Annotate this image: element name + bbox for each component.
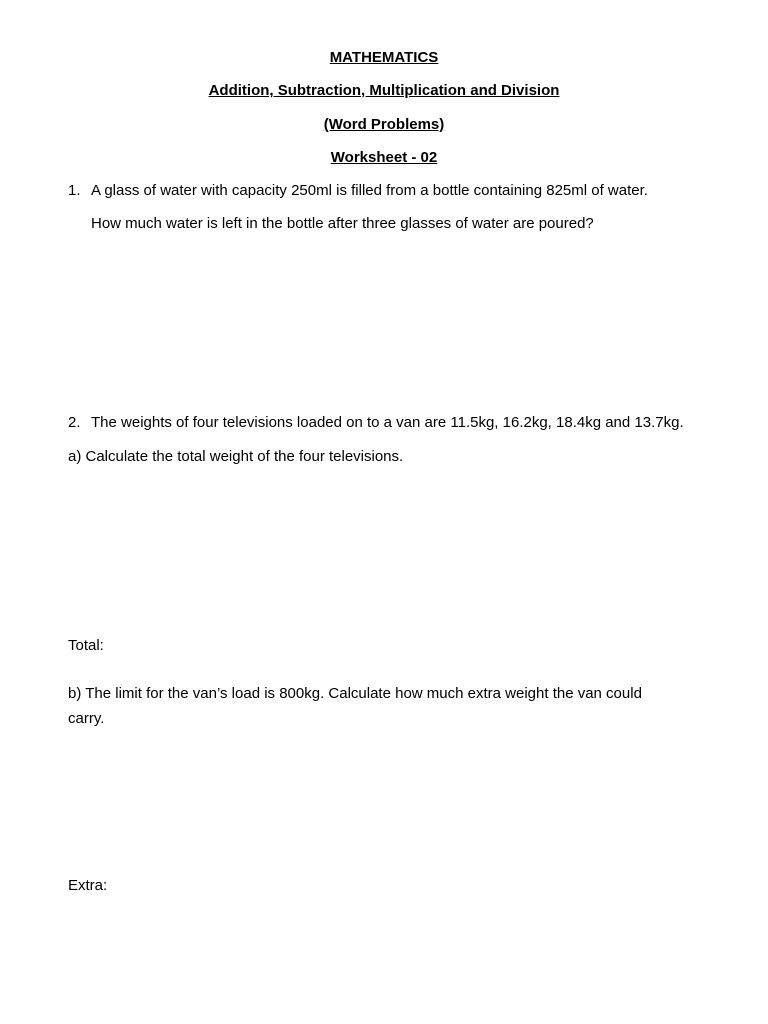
extra-answer-label: Extra:: [68, 877, 108, 894]
question-1-line-2: How much water is left in the bottle after three glasses of water are poured?: [91, 215, 594, 232]
question-1-text: A glass of water with capacity 250ml is filled from a bottle containing 825ml of water.: [91, 182, 648, 199]
question-2-line: [68, 413, 684, 433]
question-2-part-a: a) Calculate the total weight of the four televisions.: [68, 448, 404, 465]
worksheet-heading: Worksheet - 02: [330, 149, 438, 166]
question-1-line-1: [68, 181, 648, 201]
question-2-text: The weights of four televisions loaded on to a van are 11.5kg, 16.2kg, 18.4kg and 13.7kg.: [91, 414, 684, 431]
question-2-part-b-line-1: b) The limit for the van’s load is 800kg. Calculate how much extra weight the van could: [68, 685, 642, 702]
question-2-part-b-line-2: carry.: [68, 710, 105, 727]
question-1-number: 1.: [68, 182, 81, 199]
question-2-number: 2.: [68, 414, 81, 431]
subject-heading: MATHEMATICS: [329, 49, 439, 66]
total-answer-label: Total:: [68, 637, 104, 654]
topic-heading: Addition, Subtraction, Multiplication and Division: [208, 82, 560, 99]
subtitle-heading: (Word Problems): [323, 116, 445, 133]
